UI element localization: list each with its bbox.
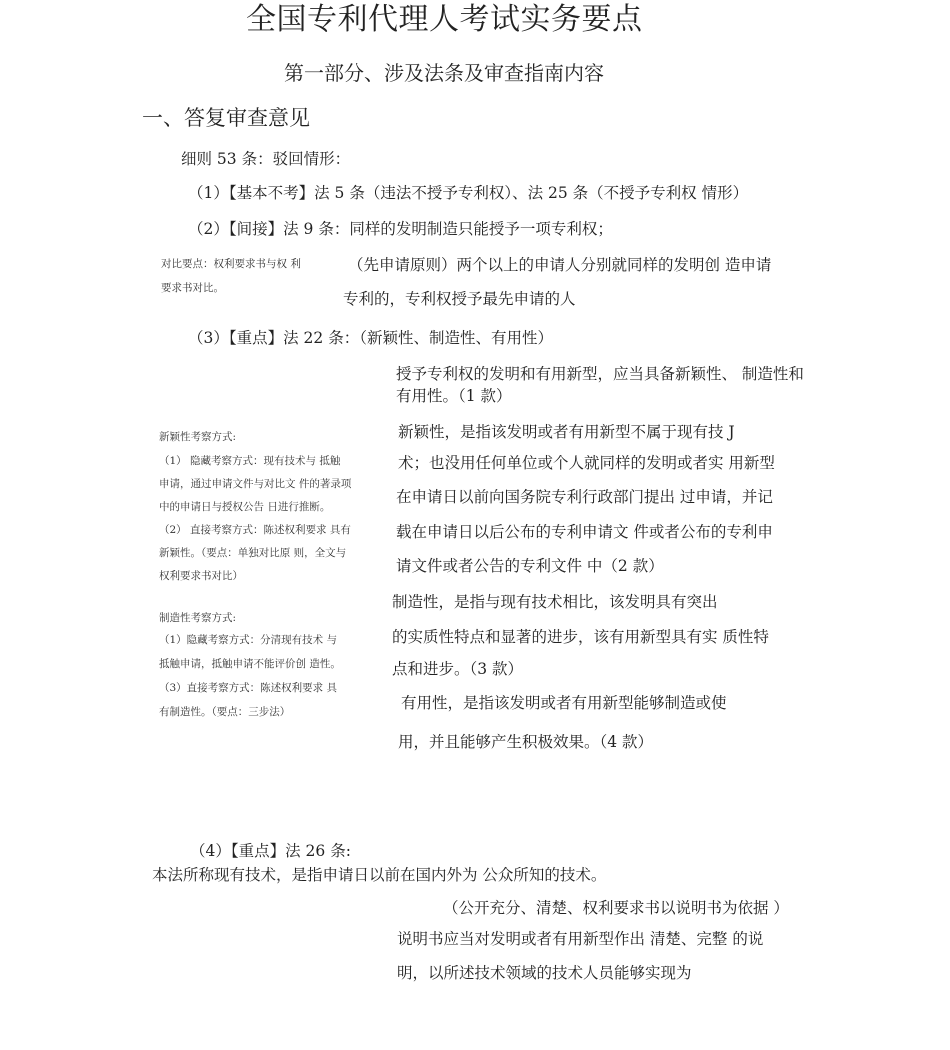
inventive-line: 制造性，是指与现有技术相比，该发明具有突出	[392, 593, 718, 611]
item-4: （4）【重点】法 26 条:	[190, 842, 351, 860]
item-2: （2）【间接】法 9 条：同样的发明制造只能授予一项专利权；	[188, 220, 613, 238]
novelty-line: 载在申请日以后公布的专利申请文 件或者公布的专利申	[396, 523, 773, 541]
novelty-note-line: （2） 直接考察方式：陈述权利要求 具有	[159, 524, 351, 536]
item-1: （1）【基本不考】法 5 条（违法不授予专利权）、法 25 条（不授予专利权 情形）	[188, 184, 749, 202]
novelty-note-line: 中的申请日与授权公告 日进行推断。	[159, 501, 331, 513]
item-2-text-line: （先申请原则）两个以上的申请人分别就同样的发明创 造申请	[348, 256, 772, 274]
inventive-note-title: 制造性考察方式:	[159, 612, 237, 624]
item-3: （3）【重点】法 22 条：（新颖性、制造性、有用性）	[188, 329, 553, 347]
novelty-note-line: 新颖性。（要点：单独对比原 则，全文与	[159, 547, 347, 559]
novelty-note-line: 申请，通过申请文件与对比文 件的著录项	[159, 478, 352, 490]
item-4-line: 说明书应当对发明或者有用新型作出 清楚、完整 的说	[397, 930, 764, 948]
item-2-note-line: 要求书对比。	[161, 282, 224, 294]
item-3-paragraph: 授予专利权的发明和有用新型，应当具备新颖性、 制造性和有用性。（1 款）	[396, 365, 804, 406]
novelty-note-title: 新颖性考察方式:	[159, 431, 237, 443]
inventive-note-line: （1）隐藏考察方式：分清现有技术 与	[159, 634, 338, 646]
utility-line: 有用性，是指该发明或者有用新型能够制造或使	[401, 694, 727, 712]
inventive-note-line: 抵触申请，抵触申请不能评价创 造性。	[159, 658, 341, 670]
document-subtitle: 第一部分、涉及法条及审查指南内容	[284, 61, 604, 85]
inventive-note-line: （3）直接考察方式：陈述权利要求 具	[159, 682, 338, 694]
item-4-note: （公开充分、清楚、权利要求书以说明书为依据 ）	[443, 899, 789, 917]
novelty-line: 在申请日以前向国务院专利行政部门提出 过申请，并记	[396, 488, 773, 506]
novelty-line: 请文件或者公告的专利文件 中（2 款）	[396, 557, 664, 575]
section-heading: 一、答复审查意见	[142, 106, 310, 130]
rule-intro: 细则 53 条：驳回情形：	[181, 150, 351, 168]
novelty-note-line: （1） 隐藏考察方式：现有技术与 抵触	[159, 455, 341, 467]
item-2-text-line: 专利的，专利权授予最先申请的人	[343, 290, 576, 308]
item-4-line: 明，以所述技术领域的技术人员能够实现为	[397, 964, 692, 982]
document-title: 全国专利代理人考试实务要点	[246, 2, 643, 37]
novelty-line: 新颖性，是指该发明或者有用新型不属于现有技 J	[398, 423, 735, 441]
inventive-note-line: 有制造性。（要点：三步法）	[159, 706, 291, 718]
inventive-line: 点和进步。（3 款）	[392, 660, 524, 678]
novelty-line: 术；也没用任何单位或个人就同样的发明或者实 用新型	[398, 454, 775, 472]
inventive-line: 的实质性特点和显著的进步，该有用新型具有实 质性特	[392, 628, 769, 646]
novelty-note-line: 权利要求书对比）	[159, 570, 243, 582]
utility-line: 用，并且能够产生积极效果。（4 款）	[398, 733, 654, 751]
item-4-text: 本法所称现有技术，是指申请日以前在国内外为 公众所知的技术。	[152, 866, 607, 884]
item-2-note-line: 对比要点：权利要求书与权 利	[161, 258, 301, 270]
